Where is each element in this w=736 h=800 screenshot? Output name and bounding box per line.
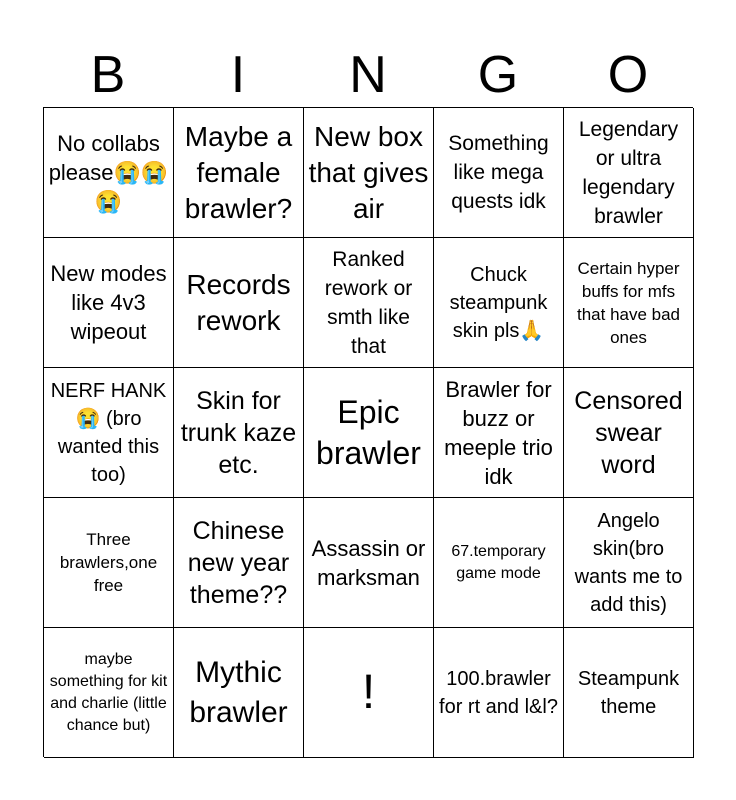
cell-text: Chinese new year theme??: [187, 516, 290, 609]
bingo-grid: [43, 107, 693, 757]
bingo-cell-r1c5[interactable]: [564, 108, 694, 238]
bingo-cell-r4c4[interactable]: [434, 498, 564, 628]
bingo-header: [43, 44, 693, 106]
bingo-cell-r2c3[interactable]: [304, 238, 434, 368]
header-letter-b: B: [90, 46, 126, 104]
cell-text: Records rework: [186, 268, 291, 336]
bingo-cell-r3c5[interactable]: [564, 368, 694, 498]
cell-text: Chuck steampunk skin pls🙏: [449, 263, 548, 342]
cell-text: Three brawlers,one free: [59, 530, 158, 595]
cell-text: Something like mega quests idk: [448, 132, 549, 213]
header-letter-i: I: [230, 46, 246, 104]
header-letter-n: N: [349, 46, 387, 104]
cell-text: Assassin or marksman: [311, 535, 426, 590]
cell-text: Maybe a female brawler?: [184, 120, 293, 224]
bingo-cell-r2c2[interactable]: [174, 238, 304, 368]
cell-text: Brawler for buzz or meeple trio idk: [444, 376, 553, 489]
bingo-cell-r5c1[interactable]: [44, 628, 174, 758]
cell-text: !: [361, 665, 376, 719]
bingo-cell-r4c1[interactable]: [44, 498, 174, 628]
bingo-cell-r3c3[interactable]: [304, 368, 434, 498]
bingo-cell-r4c3[interactable]: [304, 498, 434, 628]
bingo-cell-r5c2[interactable]: [174, 628, 304, 758]
bingo-cell-r2c1[interactable]: [44, 238, 174, 368]
cell-text: Certain hyper buffs for mfs that have bad ones: [576, 258, 681, 347]
cell-text: Censored swear word: [574, 386, 683, 479]
bingo-cell-r3c2[interactable]: [174, 368, 304, 498]
bingo-cell-r1c3[interactable]: [304, 108, 434, 238]
cell-text: Angelo skin(bro wants me to add this): [574, 509, 683, 616]
bingo-cell-r2c4[interactable]: [434, 238, 564, 368]
cell-text: Legendary or ultra legendary brawler: [578, 117, 679, 228]
cell-text: maybe something for kit and charlie (little chance but): [49, 650, 168, 734]
cell-text: 67.temporary game mode: [451, 542, 546, 582]
bingo-cell-r5c5[interactable]: [564, 628, 694, 758]
cell-text: 100.brawler for rt and l&l?: [439, 667, 558, 718]
cell-text: Steampunk theme: [577, 667, 680, 718]
cell-text: Epic brawler: [316, 393, 421, 471]
bingo-cell-r3c4[interactable]: [434, 368, 564, 498]
cell-text: No collabs please😭😭😭: [48, 131, 169, 214]
cell-text: New modes like 4v3 wipeout: [50, 261, 167, 344]
bingo-cell-r1c4[interactable]: [434, 108, 564, 238]
cell-text: Mythic brawler: [189, 655, 288, 729]
cell-text: NERF HANK😭 (bro wanted this too): [50, 379, 167, 486]
bingo-cell-r4c5[interactable]: [564, 498, 694, 628]
header-letter-o: O: [607, 46, 649, 104]
cell-text: New box that gives air: [308, 120, 429, 224]
bingo-cell-r1c2[interactable]: [174, 108, 304, 238]
bingo-cell-r4c2[interactable]: [174, 498, 304, 628]
bingo-cell-r3c1[interactable]: [44, 368, 174, 498]
cell-text: Skin for trunk kaze etc.: [180, 386, 297, 479]
bingo-cell-r5c3[interactable]: [304, 628, 434, 758]
bingo-cell-r1c1[interactable]: [44, 108, 174, 238]
bingo-cell-r2c5[interactable]: [564, 238, 694, 368]
cell-text: Ranked rework or smth like that: [324, 247, 413, 358]
header-letter-g: G: [477, 46, 519, 104]
bingo-cell-r5c4[interactable]: [434, 628, 564, 758]
